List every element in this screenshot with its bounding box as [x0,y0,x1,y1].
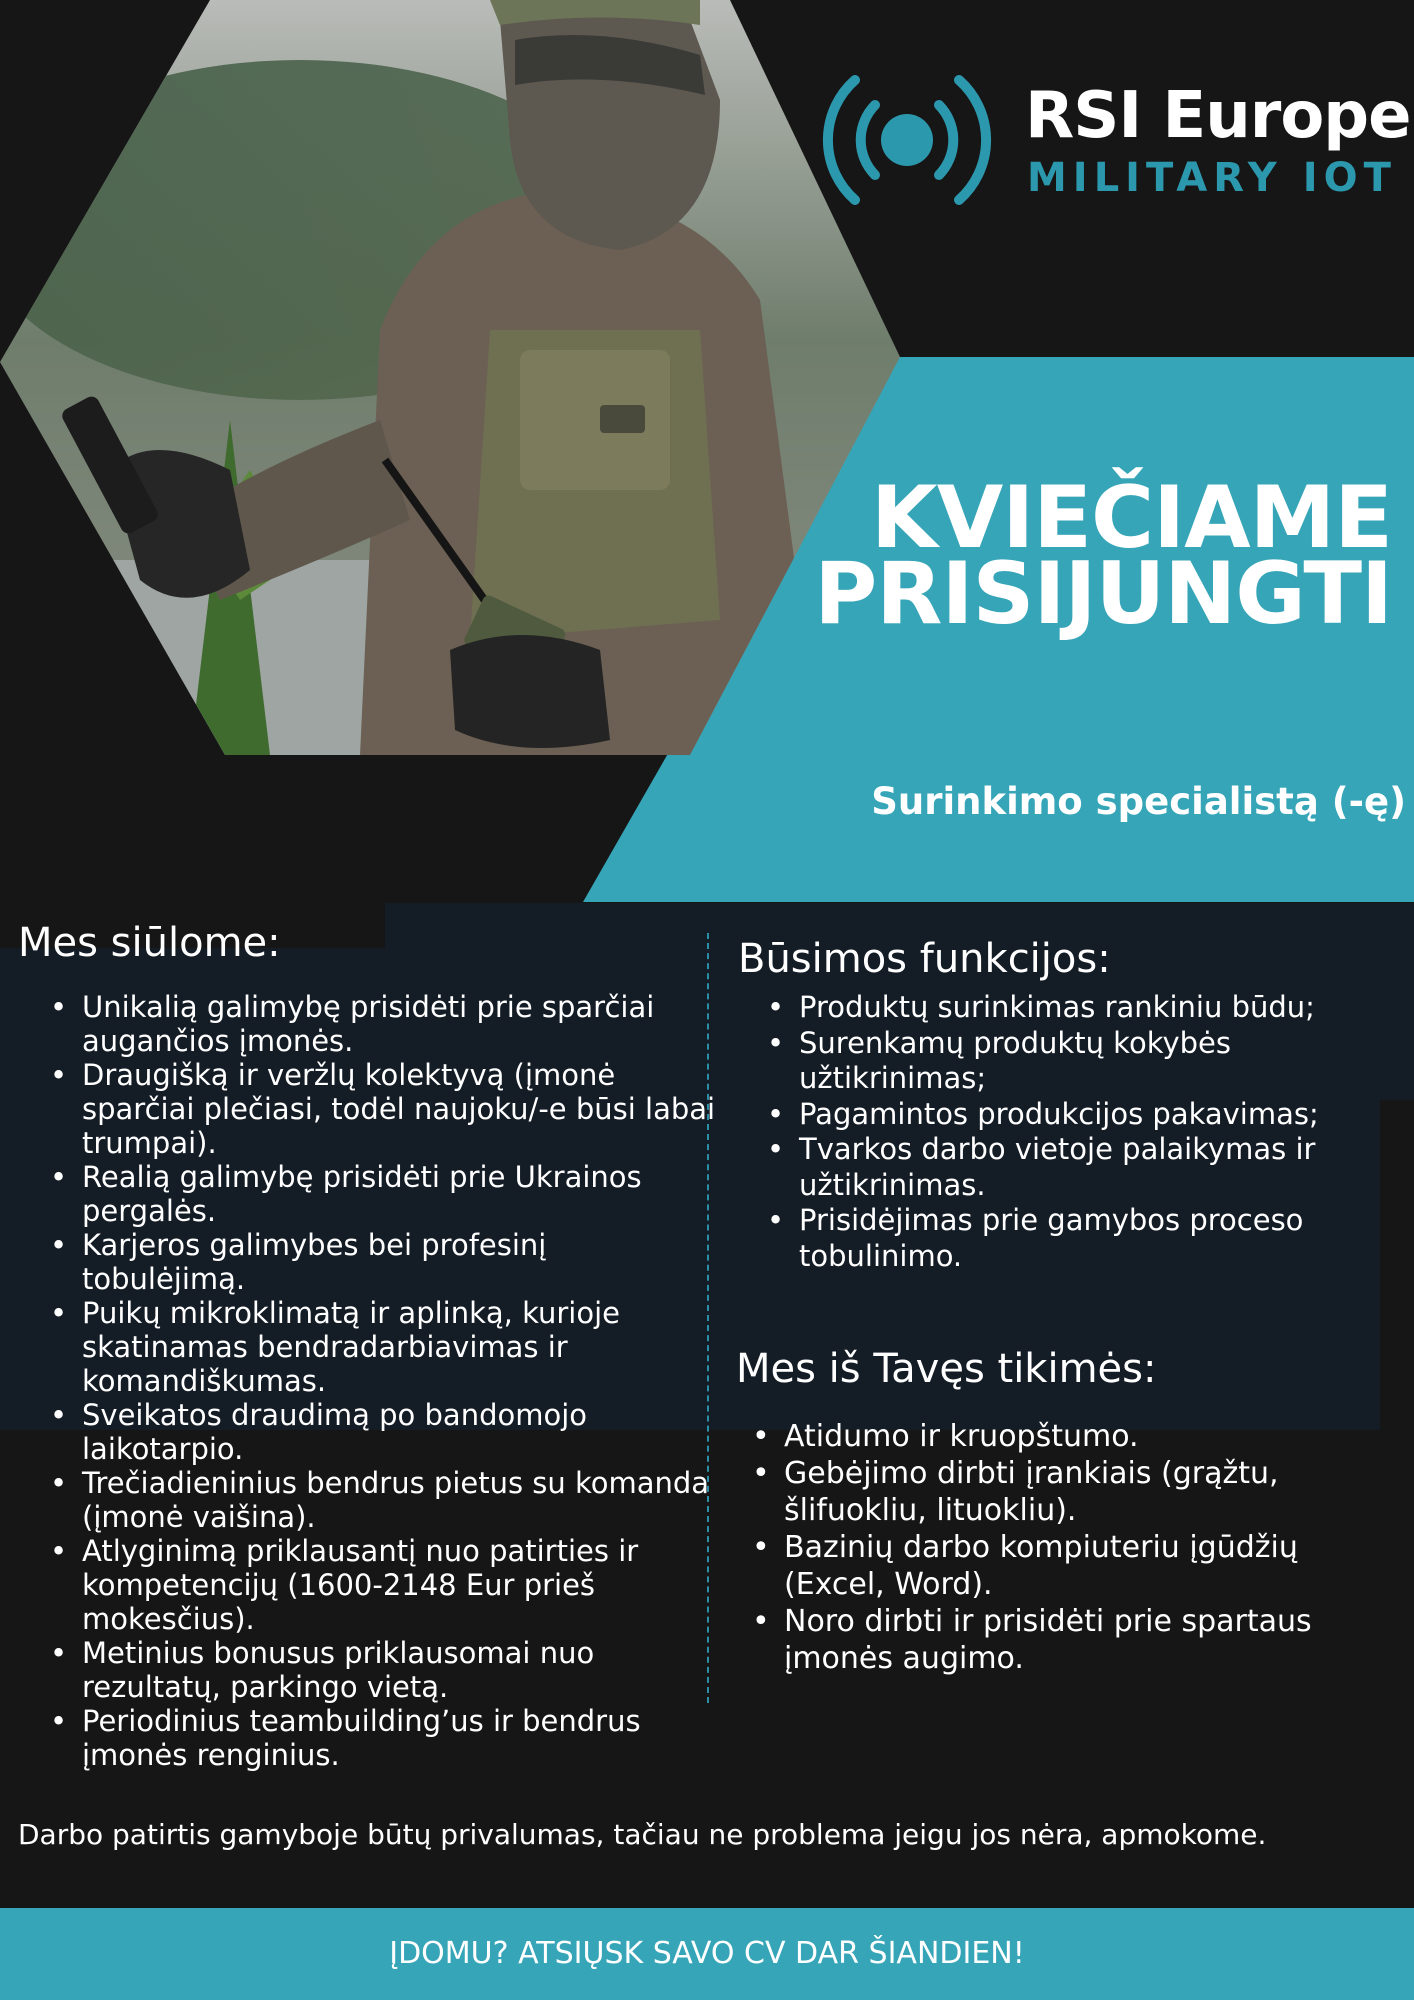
list-item: • Metinius bonusus priklausomai nuo rezultatų, parkingo vietą. [18,1636,718,1704]
list-item: • Prisidėjimas prie gamybos proceso tobulinimo. [735,1203,1385,1274]
list-item: • Atlyginimą priklausantį nuo patirties ir kompetencijų (1600-2148 Eur prieš mokesčius). [18,1534,718,1636]
list-item: • Puikų mikroklimatą ir aplinką, kurioje skatinamas bendradarbiavimas ir komandiškumas. [18,1296,718,1398]
list-item: • Tvarkos darbo vietoje palaikymas ir užtikrinimas. [735,1132,1385,1203]
cta-text: ĮDOMU? ATSIŲSK SAVO CV DAR ŠIANDIEN! [389,1936,1025,1971]
list-item: • Trečiadieninius bendrus pietus su komanda (įmonė vaišina). [18,1466,718,1534]
expectations-heading: Mes iš Tavęs tikimės: [736,1346,1157,1392]
list-item: • Pagamintos produkcijos pakavimas; [735,1097,1385,1133]
hero-photo [0,0,900,755]
dark-panel-edge [1380,948,1414,1100]
list-item: • Periodinius teambuilding’us ir bendrus įmonės renginius. [18,1704,718,1772]
list-item: • Surenkamų produktų kokybės užtikrinimas; [735,1026,1385,1097]
functions-list [735,990,1385,1274]
brand-logo [815,75,1414,205]
brand-tagline: MILITARY IOT [1027,155,1397,201]
headline-line-1: KVIEČIAME [871,468,1392,568]
column-divider [707,933,709,1703]
list-item: • Gebėjimo dirbti įrankiais (grąžtu, šlifuokliu, lituokliu). [720,1455,1380,1529]
list-item: • Draugišką ir veržlų kolektyvą (įmonė sparčiai plečiasi, todėl naujoku/-e būsi labai trumpai). [18,1058,718,1160]
list-item: • Realią galimybę prisidėti prie Ukrainos pergalės. [18,1160,718,1228]
list-item: • Atidumo ir kruopštumo. [720,1418,1380,1455]
experience-note: Darbo patirtis gamyboje būtų privalumas, tačiau ne problema jeigu jos nėra, apmokome. [18,1818,1267,1851]
list-item: • Noro dirbti ir prisidėti prie spartaus įmonės augimo. [720,1603,1380,1677]
expectations-list [720,1418,1380,1677]
offer-list [18,990,718,1772]
list-item: • Sveikatos draudimą po bandomojo laikotarpio. [18,1398,718,1466]
brand-name: RSI Europe [1025,79,1411,153]
radio-signal-icon [815,75,1005,205]
list-item: • Produktų surinkimas rankiniu būdu; [735,990,1385,1026]
list-item: • Unikalią galimybę prisidėti prie sparčiai augančios įmonės. [18,990,718,1058]
functions-heading: Būsimos funkcijos: [738,936,1111,982]
list-item: • Karjeros galimybes bei profesinį tobulėjimą. [18,1228,718,1296]
offer-heading: Mes siūlome: [18,920,281,966]
position-title: Surinkimo specialistą (-ę) [871,780,1406,823]
headline [814,468,1392,644]
list-item: • Bazinių darbo kompiuteriu įgūdžių (Excel, Word). [720,1529,1380,1603]
headline-line-2: PRISIJUNGTI [814,544,1392,644]
